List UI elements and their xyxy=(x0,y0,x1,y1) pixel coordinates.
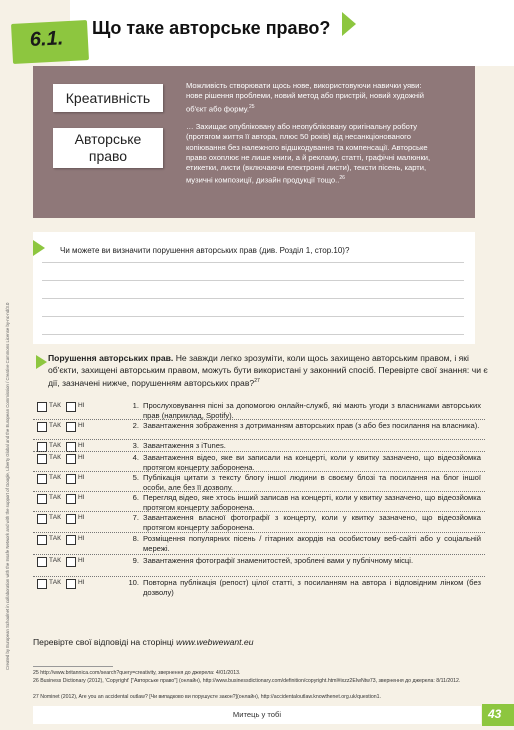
yes-checkbox[interactable] xyxy=(37,579,47,589)
yes-label: ТАК xyxy=(49,454,61,461)
item-number: 6. xyxy=(132,493,139,502)
check-answers-link[interactable]: www.webwewant.eu xyxy=(176,637,254,647)
answer-line xyxy=(42,262,464,263)
question-arrow-icon xyxy=(33,240,45,256)
yes-label: ТАК xyxy=(49,514,61,521)
no-label: НІ xyxy=(78,422,85,429)
yes-label: ТАК xyxy=(49,494,61,501)
quiz-row xyxy=(33,512,485,533)
section-number-badge xyxy=(11,20,89,64)
side-credit xyxy=(3,90,13,670)
no-label: НІ xyxy=(78,494,85,501)
quiz-row xyxy=(33,440,485,452)
yes-label: ТАК xyxy=(49,579,61,586)
footnote-25: 25 http://www.britannica.com/search?query=creativity, звернення до джерела: 4/01/2013. xyxy=(33,670,241,676)
yes-checkbox[interactable] xyxy=(37,422,47,432)
item-number: 9. xyxy=(132,556,139,565)
yes-checkbox[interactable] xyxy=(37,474,47,484)
no-label: НІ xyxy=(78,514,85,521)
footnote-27: 27 Nominet (2012), Are you an accidental outlaw? [Чи випадково ви порушуєте закон?](онлайн), http://accidentaloutlaw.knowthenet.org.uk/question1. xyxy=(33,694,382,700)
yes-checkbox[interactable] xyxy=(37,494,47,504)
item-text: Завантаження зображення з дотриманням авторських прав (з або без посилання на власника). xyxy=(143,421,480,430)
definition-copyright: … Захищає опубліковану або неопубліковану оригінальну роботу (протягом життя її автора, плюс 50 років) від несанкціонованого копіювання без належного відшкодування та компенсації. Авторське право охоплює не лише книги, а й рекламу, статті, графічні малюнки, етикетки, листи (включаючи електронні листи), тексти пісень, карти, музичні композиції, дизайн продукції тощо..$^{26}$ xyxy=(186,122,431,186)
no-checkbox[interactable] xyxy=(66,422,76,432)
no-label: НІ xyxy=(78,579,85,586)
item-text: Завантаження фотографії знаменитостей, зроблені вами у публічному місці. xyxy=(143,556,414,565)
item-number: 4. xyxy=(132,453,139,462)
no-checkbox[interactable] xyxy=(66,535,76,545)
no-checkbox[interactable] xyxy=(66,557,76,567)
answer-line xyxy=(42,334,464,335)
item-text: Завантаження відео, яке ви записали на концерті, коли у квитку зазначено, що відеозйомка протягом концерту заборонена. xyxy=(143,453,481,472)
no-checkbox[interactable] xyxy=(66,402,76,412)
item-number: 7. xyxy=(132,513,139,522)
yes-label: ТАК xyxy=(49,422,61,429)
yes-label: ТАК xyxy=(49,402,61,409)
item-number: 10. xyxy=(128,578,139,587)
no-label: НІ xyxy=(78,402,85,409)
no-checkbox[interactable] xyxy=(66,514,76,524)
item-text: Прослуховування пісні за допомогою онлайн-служб, які мають угоди з власниками авторських прав (наприклад, Spotify). xyxy=(143,401,481,420)
answer-line xyxy=(42,280,464,281)
term-copyright: Авторське право xyxy=(53,128,163,168)
item-text: Завантаження власної фотографії з концерту, коли у квитку зазначено, що відеозйомка протягом концерту заборонена. xyxy=(143,513,481,532)
yes-checkbox[interactable] xyxy=(37,454,47,464)
no-label: НІ xyxy=(78,474,85,481)
no-checkbox[interactable] xyxy=(66,454,76,464)
footnote-26: 26 Business Dictionary (2012), 'Copyright' ["Авторське право"] (онлайн), http://www.businessdictionary.com/definition/copyright.html#ixzz2EIwNtw73, звернення до джерела: 8/11/2012. xyxy=(33,678,461,684)
answer-line xyxy=(42,316,464,317)
yes-checkbox[interactable] xyxy=(37,535,47,545)
answer-line xyxy=(42,298,464,299)
item-number: 2. xyxy=(132,421,139,430)
no-checkbox[interactable] xyxy=(66,474,76,484)
page-number: 43 xyxy=(488,707,502,721)
intro-paragraph: Порушення авторських прав. Не завжди легко зрозуміти, коли щось захищено авторським правом, і які об'єкти, захищені авторським правом, можуть бути використані у законний спосіб. Перевірте свої знання: чи є дії, зазначені нижче, порушенням авторських прав?$^{27}$ xyxy=(48,353,488,389)
term-creativity: Креативність xyxy=(53,84,163,112)
quiz-row xyxy=(33,492,485,512)
quiz-row xyxy=(33,400,485,420)
check-answers-text: Перевірте свої відповіді на сторінці www.webwewant.eu xyxy=(33,637,254,647)
item-text: Розміщення популярних пісень / гітарних акордів на особистому веб-сайті або у соціальній мережі. xyxy=(143,534,481,553)
yes-label: ТАК xyxy=(49,557,61,564)
header-arrow-icon xyxy=(342,12,356,36)
quiz-row xyxy=(33,452,485,472)
no-checkbox[interactable] xyxy=(66,494,76,504)
quiz-row xyxy=(33,577,485,602)
yes-label: ТАК xyxy=(49,474,61,481)
no-label: НІ xyxy=(78,442,85,449)
item-number: 1. xyxy=(132,401,139,410)
item-text: Повторна публікація (репост) цілої статті, з посиланням на автора і відповідним лінком (без дозволу) xyxy=(143,578,481,597)
item-text: Публікація цитати з тексту блогу іншої людини в своєму блозі та посилання на блог іншої особи, але без її дозволу. xyxy=(143,473,481,492)
footnote-divider xyxy=(33,666,113,667)
page-title: Що таке авторське право? xyxy=(92,18,331,38)
no-label: НІ xyxy=(78,535,85,542)
question-text: Чи можете ви визначити порушення авторських прав (див. Розділ 1, стор.10)? xyxy=(60,246,350,255)
footer-bar xyxy=(33,706,481,724)
quiz-row xyxy=(33,555,485,577)
yes-checkbox[interactable] xyxy=(37,514,47,524)
footer-label: Митець у тобі xyxy=(232,710,282,719)
yes-checkbox[interactable] xyxy=(37,557,47,567)
item-number: 3. xyxy=(132,441,139,450)
yes-label: ТАК xyxy=(49,442,61,449)
page-number-badge xyxy=(482,704,514,726)
no-label: НІ xyxy=(78,557,85,564)
no-checkbox[interactable] xyxy=(66,579,76,589)
quiz-row xyxy=(33,420,485,440)
item-number: 8. xyxy=(132,534,139,543)
no-label: НІ xyxy=(78,454,85,461)
side-credit-text: Created by European Schoolnet in collaboration with the Insafe Network and with the support of Google, Liberty Global and the European Commission / Creative Commons License by-nc-nd/3.0 xyxy=(5,302,10,670)
item-text: Завантаження з iTunes. xyxy=(143,441,226,450)
quiz-row xyxy=(33,472,485,492)
quiz-row xyxy=(33,533,485,555)
intro-arrow-icon xyxy=(36,355,47,369)
item-number: 5. xyxy=(132,473,139,482)
yes-label: ТАК xyxy=(49,535,61,542)
item-text: Перегляд відео, яке хтось інший записав на концерті, коли у квитку зазначено, що відеозйомка протягом концерту заборонена. xyxy=(143,493,481,512)
section-number: 6.1. xyxy=(29,27,64,52)
definition-creativity: Можливість створювати щось нове, використовуючи навички уяви: нове рішення проблеми, новий метод або пристрій, новий художній об'єкт або форму.$^{25}$ xyxy=(186,81,424,114)
yes-checkbox[interactable] xyxy=(37,402,47,412)
